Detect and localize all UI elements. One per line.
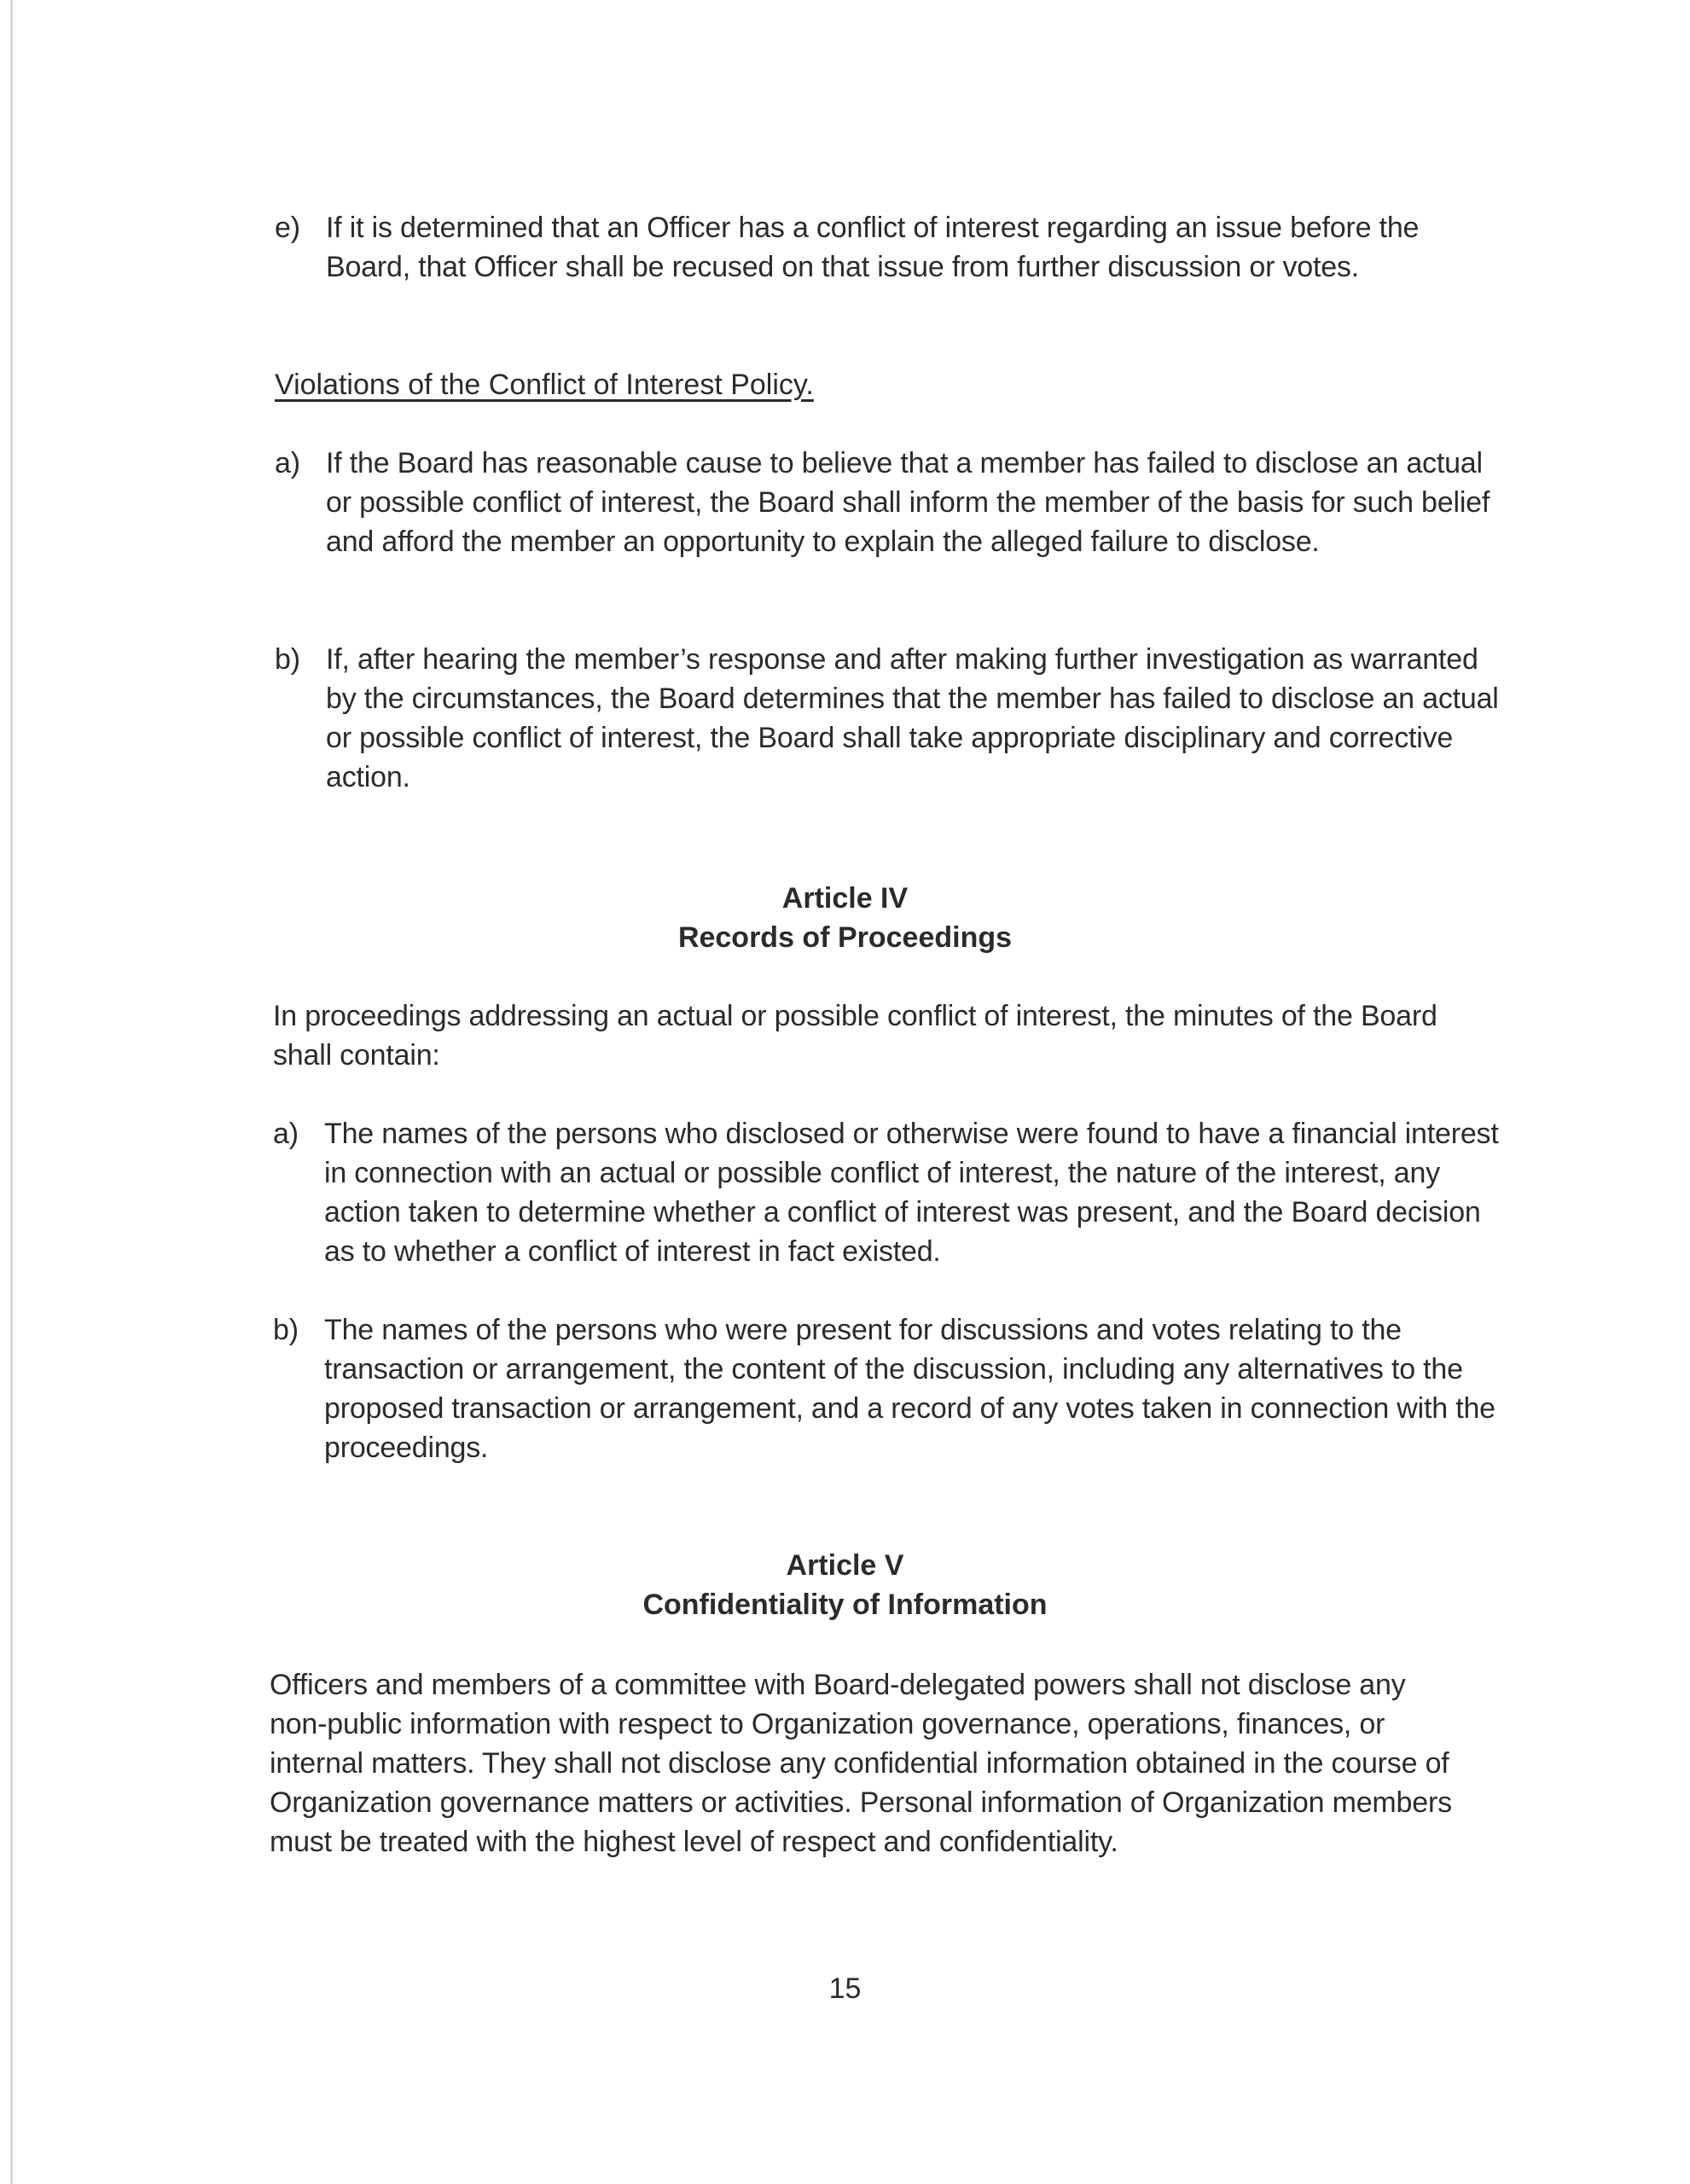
article-iv-number: Article IV [781,882,909,915]
article-v-number: Article V [786,1549,904,1582]
list-marker: b) [273,1314,299,1346]
list-item-text: If, after hearing the member’s response and after making further investigation as warranted by the circumstances, the Board determines that the member has failed to disclose an actual or possible conflict of interest, the Board shall take appropriate disciplinary and corrective action. [326,643,1499,793]
section-heading-violations: Violations of the Conflict of Interest Policy. [275,369,814,401]
list-marker: e) [275,212,300,244]
article-v-title: Confidentiality of Information [642,1589,1048,1621]
article-iv-title: Records of Proceedings [677,921,1013,954]
list-marker: b) [275,643,300,676]
list-marker: a) [273,1118,299,1150]
page-number: 15 [828,1972,862,2005]
list-item-text: If it is determined that an Officer has a conflict of interest regarding an issue before the Board, that Officer shall be recused on that issue from further discussion or votes. [326,212,1420,283]
article-v-body: Officers and members of a committee with Board-delegated powers shall not disclose any non-public information with respect to Organization governance, operations, finances, or internal matters. They shall not disclose any confidential information obtained in the course of Organization governance matters or activities. Personal information of Organization members must be treated with the highest level of respect and confidentiality. [270,1669,1452,1858]
list-marker: a) [275,447,300,479]
list-item-text: If the Board has reasonable cause to believe that a member has failed to disclose an actual or possible conflict of interest, the Board shall inform the member of the basis for such belief and afford the member an opportunity to explain the alleged failure to disclose. [326,447,1490,558]
list-item-text: The names of the persons who were present for discussions and votes relating to the transaction or arrangement, the content of the discussion, including any alternatives to the proposed transaction or arrangement, and a record of any votes taken in connection with the proceedings. [324,1314,1495,1464]
article-iv-intro: In proceedings addressing an actual or possible conflict of interest, the minutes of the Board shall contain: [273,1000,1437,1072]
list-item-text: The names of the persons who disclosed or otherwise were found to have a financial interest in connection with an actual or possible conflict of interest, the nature of the interest, any action taken to determine whether a conflict of interest was present, and the Board decision as to whether a conflict of interest in fact existed. [324,1118,1499,1268]
